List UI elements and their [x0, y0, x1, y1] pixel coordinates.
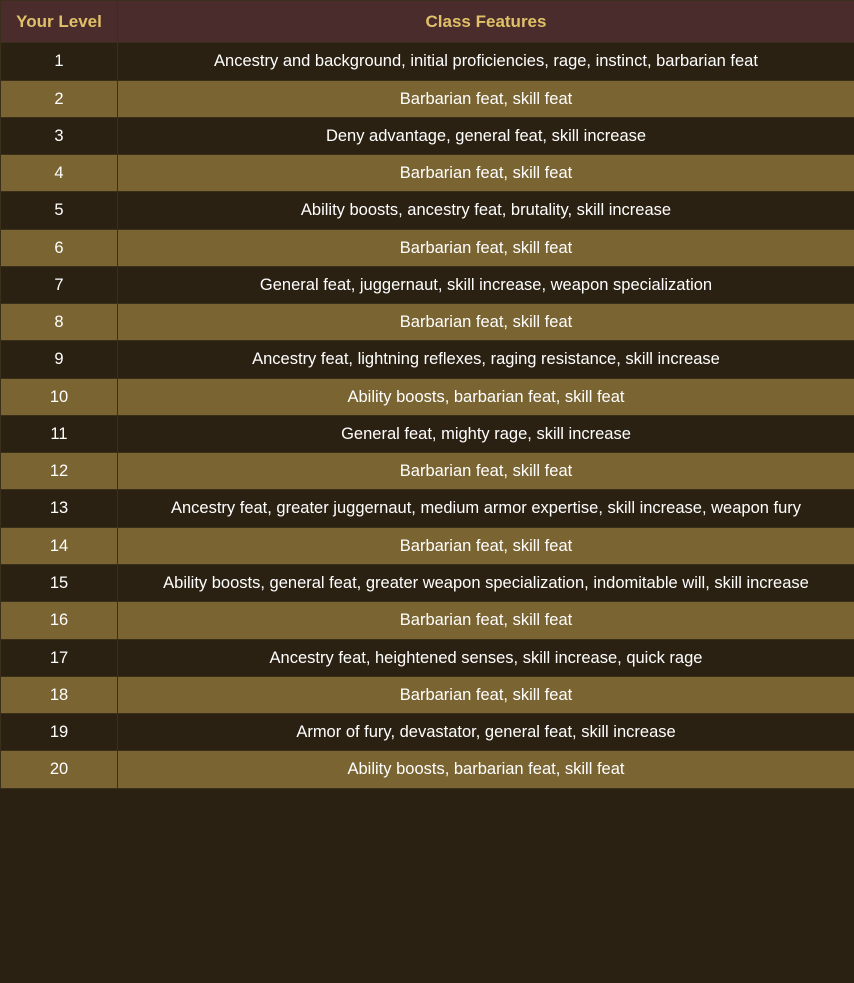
table-body — [1, 43, 854, 788]
table-row — [1, 415, 854, 452]
cell-class-features: Ability boosts, barbarian feat, skill feat — [118, 751, 854, 788]
cell-class-features: Ability boosts, barbarian feat, skill feat — [118, 378, 854, 415]
table-row — [1, 527, 854, 564]
cell-class-features: Ancestry and background, initial proficiencies, rage, instinct, barbarian feat — [118, 43, 854, 80]
cell-class-features: General feat, mighty rage, skill increase — [118, 415, 854, 452]
cell-class-features: Armor of fury, devastator, general feat, skill increase — [118, 714, 854, 751]
cell-level: 3 — [1, 117, 118, 154]
cell-level: 11 — [1, 415, 118, 452]
cell-level: 5 — [1, 192, 118, 229]
table-row — [1, 602, 854, 639]
cell-class-features: Ancestry feat, greater juggernaut, medium armor expertise, skill increase, weapon fury — [118, 490, 854, 527]
table-row — [1, 304, 854, 341]
cell-level: 9 — [1, 341, 118, 378]
cell-class-features: General feat, juggernaut, skill increase, weapon specialization — [118, 266, 854, 303]
cell-level: 1 — [1, 43, 118, 80]
table-row — [1, 80, 854, 117]
table-header-row — [1, 1, 854, 43]
column-header-your-level: Your Level — [1, 1, 118, 43]
cell-class-features: Ability boosts, ancestry feat, brutality, skill increase — [118, 192, 854, 229]
cell-level: 10 — [1, 378, 118, 415]
cell-level: 17 — [1, 639, 118, 676]
cell-level: 13 — [1, 490, 118, 527]
table-row — [1, 453, 854, 490]
table-row — [1, 378, 854, 415]
cell-level: 19 — [1, 714, 118, 751]
cell-level: 15 — [1, 564, 118, 601]
table-row — [1, 676, 854, 713]
cell-class-features: Ancestry feat, heightened senses, skill increase, quick rage — [118, 639, 854, 676]
cell-class-features: Barbarian feat, skill feat — [118, 155, 854, 192]
cell-class-features: Deny advantage, general feat, skill increase — [118, 117, 854, 154]
cell-level: 18 — [1, 676, 118, 713]
cell-class-features: Barbarian feat, skill feat — [118, 80, 854, 117]
table-row — [1, 229, 854, 266]
table-row — [1, 43, 854, 80]
table-row — [1, 266, 854, 303]
cell-level: 12 — [1, 453, 118, 490]
table-row — [1, 639, 854, 676]
table-row — [1, 192, 854, 229]
table-row — [1, 117, 854, 154]
column-header-class-features: Class Features — [118, 1, 854, 43]
cell-class-features: Barbarian feat, skill feat — [118, 676, 854, 713]
cell-level: 4 — [1, 155, 118, 192]
table-row — [1, 155, 854, 192]
table-row — [1, 714, 854, 751]
table-row — [1, 490, 854, 527]
table-row — [1, 564, 854, 601]
cell-level: 8 — [1, 304, 118, 341]
table-row — [1, 341, 854, 378]
table-header — [1, 1, 854, 43]
cell-level: 20 — [1, 751, 118, 788]
cell-class-features: Barbarian feat, skill feat — [118, 453, 854, 490]
cell-class-features: Barbarian feat, skill feat — [118, 527, 854, 564]
cell-level: 16 — [1, 602, 118, 639]
cell-class-features: Ability boosts, general feat, greater weapon specialization, indomitable will, skill increase — [118, 564, 854, 601]
table-row — [1, 751, 854, 788]
cell-class-features: Barbarian feat, skill feat — [118, 602, 854, 639]
cell-class-features: Barbarian feat, skill feat — [118, 304, 854, 341]
cell-class-features: Barbarian feat, skill feat — [118, 229, 854, 266]
cell-level: 7 — [1, 266, 118, 303]
cell-level: 6 — [1, 229, 118, 266]
cell-level: 14 — [1, 527, 118, 564]
cell-class-features: Ancestry feat, lightning reflexes, raging resistance, skill increase — [118, 341, 854, 378]
cell-level: 2 — [1, 80, 118, 117]
